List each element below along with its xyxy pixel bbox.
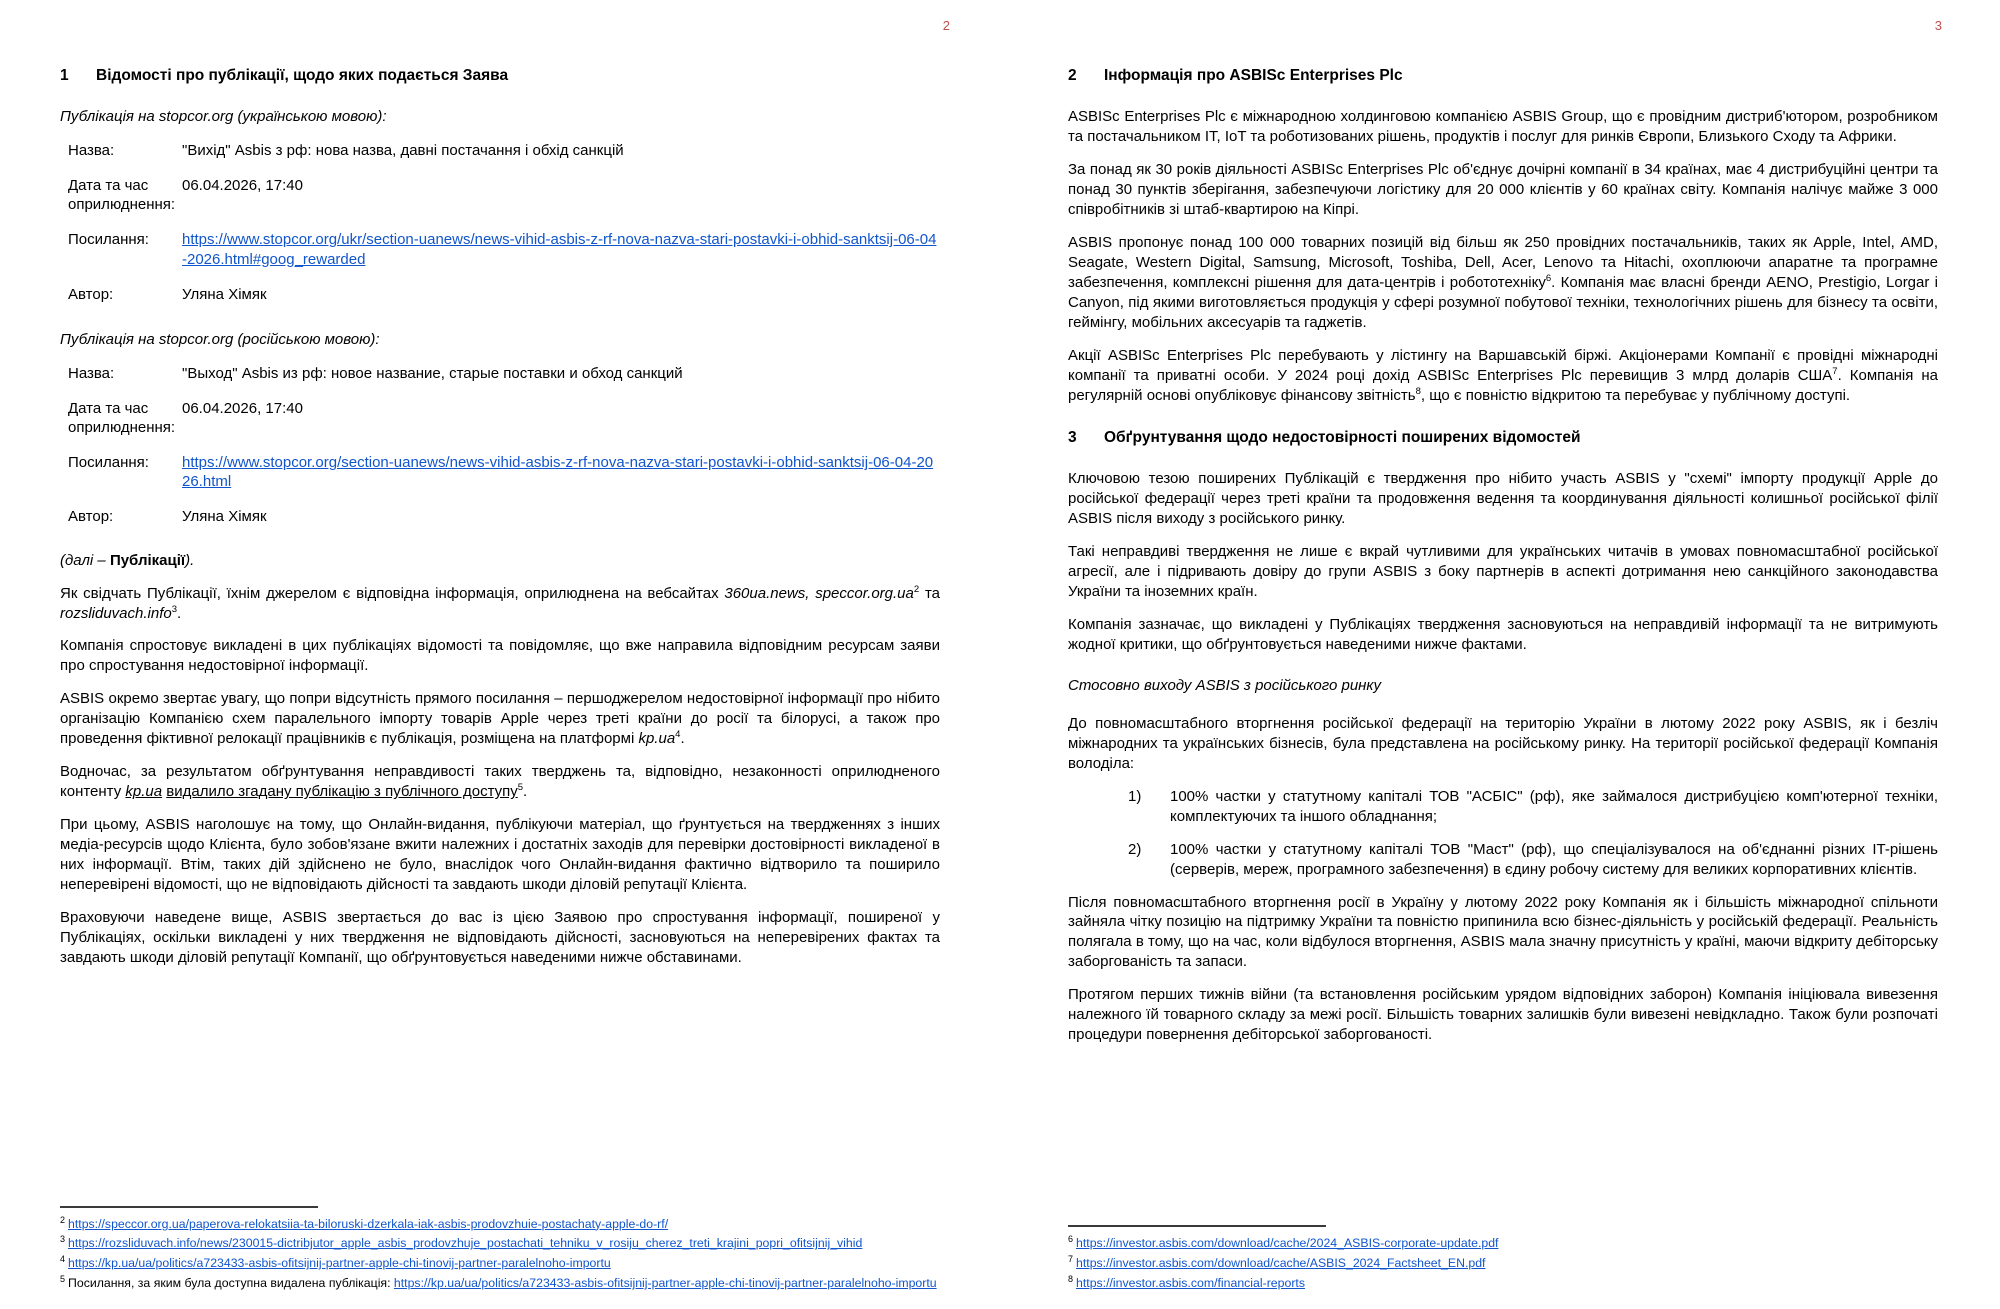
p-false-claims xyxy=(1068,542,1938,602)
footnote xyxy=(60,1235,940,1252)
pub-ru-link-row xyxy=(60,453,940,491)
footnotes-right xyxy=(1068,1225,1938,1295)
exit-intro-paragraphs xyxy=(1068,714,1938,774)
section-title: Інформація про ASBISc Enterprises Plc xyxy=(1104,67,1403,84)
text-run: та xyxy=(919,584,940,602)
p-shares xyxy=(1068,346,1938,406)
section-title: Відомості про публікації, щодо яких подається Заява xyxy=(96,67,509,84)
text-run: При цьому, ASBIS наголошує на тому, що Онлайн-видання, публікуючи матеріал, що ґрунтується на твердженнях з інших медіа-ресурсів щодо Клієнта, було зобов'язане вжити належних і достатніх заходів для перевірки достовірності викладеної в них інформації. Втім, таких дій здійснено не було, внаслідок чого Онлайн-видання фактично відтворило та поширило неперевірені відомості, що не відповідають дійсності та завдають шкоди діловій репутації Клієнта. xyxy=(60,816,940,893)
pub-ua-author-label: Автор: xyxy=(68,285,114,303)
footnote-marker: 5 xyxy=(60,1274,66,1285)
footnote-marker: 7 xyxy=(1068,1254,1074,1265)
pub-ru-author-label: Автор: xyxy=(68,508,114,526)
pub-ua-author-row xyxy=(60,285,940,304)
pub-ru-name-label: Назва: xyxy=(68,364,115,382)
footnote xyxy=(60,1255,940,1272)
pub-ua-author-value: Уляна Хімяк xyxy=(182,285,267,303)
pub-ua-date-label: Дата та час оприлюднення: xyxy=(68,177,176,214)
pub-ru-author-row xyxy=(60,507,940,526)
footnote xyxy=(60,1216,940,1233)
section-heading-3 xyxy=(1068,428,1938,447)
pub-ua-date-value: 06.04.2026, 17:40 xyxy=(182,177,303,195)
p-products xyxy=(1068,233,1938,333)
footnote-link[interactable]: https://speccor.org.ua/paperova-relokatsiia-ta-biloruski-dzerkala-iak-asbis-prodovzhuie-postachaty-apple-do-rf/ xyxy=(68,1216,669,1231)
footnote-link[interactable]: https://kp.ua/ua/politics/a723433-asbis-ofitsijnij-partner-apple-chi-tinovij-partner-paralelnoho-importu xyxy=(68,1256,611,1271)
pub-ru-link-value[interactable] xyxy=(182,453,940,491)
text-run: ASBIS пропонує понад 100 000 товарних позицій від більш як 250 провідних постачальників, таких як Apple, Intel, AMD, Seagate, Western Digital, Samsung, Microsoft, Toshiba, Dell, Acer, Lenovo та Hitachi, охоплюючи апаратне та програмне забезпечення, комплексні рішення для дата-центрів і робототехніку xyxy=(1068,234,1938,291)
p-kpua-removed xyxy=(60,762,940,802)
text-run: 3 xyxy=(171,603,178,615)
pub-ua-date-row xyxy=(60,176,940,214)
pub-ua-link-label: Посилання: xyxy=(68,231,149,249)
pub-ua-link-value[interactable] xyxy=(182,230,940,268)
text-run: видалило згадану публікацію з публічного доступу xyxy=(166,783,518,801)
section3-paragraphs xyxy=(1068,469,1938,655)
pub-ru-name-row xyxy=(60,364,940,383)
text-run: kp.ua xyxy=(638,730,676,748)
pub-ru-date-label: Дата та час оприлюднення: xyxy=(68,399,176,436)
pub-ua-name-label: Назва: xyxy=(68,141,115,159)
pub-ru-link[interactable]: https://www.stopcor.org/section-uanews/news-vihid-asbis-z-rf-nova-nazva-stari-postavki-i-obhid-sanktsij-06-04-2026.html xyxy=(182,454,934,491)
section-number: 2 xyxy=(1068,67,1077,84)
page-left-content xyxy=(60,66,940,981)
footnote-list-right xyxy=(1068,1235,1938,1292)
p-conclusion xyxy=(60,908,940,968)
publication-ru-subheading: Публікація на stopcor.org (російською мовою): xyxy=(60,331,380,348)
section-heading-2 xyxy=(1068,66,1938,85)
text-run: 360ua.news, speccor.org.ua xyxy=(724,584,914,602)
p-30years xyxy=(1068,160,1938,220)
p-before-invasion xyxy=(1068,714,1938,774)
footnote-link[interactable]: https://investor.asbis.com/download/cache/2024_ASBIS-corporate-update.pdf xyxy=(1076,1236,1499,1251)
text-run: Компанія спростовує викладені в цих публікаціях відомості та повідомляє, що вже направила відповідним ресурсам заяви про спростування недостовірної інформації. xyxy=(60,637,940,675)
list-item: 100% частки у статутному капіталі ТОВ "Маст" (рф), що спеціалізувалося на об'єднанні різних IT-рішень (серверів, мереж, програмного забезпечення) в єдину робочу систему для великих корпоративних клієнтів. xyxy=(1170,840,1938,878)
footnote-marker: 6 xyxy=(1068,1234,1074,1245)
publication-ua-subheading: Публікація на stopcor.org (українською мовою): xyxy=(60,108,387,126)
dali-suffix: ). xyxy=(185,551,195,569)
text-run: kp.ua xyxy=(125,783,163,801)
text-run: Акції ASBISc Enterprises Plc перебувають у лістингу на Варшавській біржі. Акціонерами Компанії є провідні міжнародні компанії та приватні особи. У 2024 році дохід ASBISc Enterprises Plc перевищив 3 млрд доларів США xyxy=(1068,346,1938,384)
page-right xyxy=(1000,0,2000,1309)
text-run: ASBISc Enterprises Plc є міжнародною холдинговою компанією ASBIS Group, що є провідним дистриб'ютором, розробником та постачальником IT, IoT та роботизованих рішень, продуктів і послуг для ринків Європи, Близького Сходу та Африки. xyxy=(1068,108,1938,146)
p-online-media xyxy=(60,815,940,895)
footnote-list-left xyxy=(60,1216,940,1292)
page-number-right: 3 xyxy=(1934,18,1942,33)
p-first-weeks xyxy=(1068,985,1938,1045)
text-run: rozsliduvach.info xyxy=(60,604,172,622)
section-number: 1 xyxy=(60,67,69,84)
text-run: , що є повністю відкритою та перебуває у публічному доступі. xyxy=(1420,386,1851,404)
text-run: Ключовою тезою поширених Публікацій є твердження про нібито участь ASBIS у "схемі" імпорту продукції Apple до російської федерації через треті країни та продовження ведення та координування діяльності колишньої російської філії ASBIS після виходу з російського ринку. xyxy=(1068,469,1938,527)
section-heading-1 xyxy=(60,66,940,85)
dali-publications-note xyxy=(60,551,940,571)
text-run: ASBIS окремо звертає увагу, що попри відсутність прямого посилання – першоджерелом недостовірної інформації про нібито організацію Компанією схем паралельного імпорту товарів Apple через треті країни до росії та білорусі, а також про проведення фіктивної релокації працівників є публікація, розміщена на платформі xyxy=(60,690,940,748)
text-run: 2 xyxy=(913,583,920,595)
pub-ru-link-label: Посилання: xyxy=(68,454,149,472)
list-item: 100% частки у статутному капіталі ТОВ "АСБІС" (рф), яке займалося дистрибуцією комп'ютерної техніки, комплектуючих та іншого обладнання; xyxy=(1170,787,1938,825)
text-run: Враховуючи наведене вище, ASBIS звертається до вас із цією Заявою про спростування інформації, поширеної у Публікаціях, оскільки викладені у них твердження не відповідають дійсності, засновуються на неперевірених фактах та завдають шкоди діловій репутації Компанії, що обґрунтовується наведеними нижче обставинами. xyxy=(60,908,940,966)
footnote xyxy=(1068,1235,1938,1252)
ownership-list xyxy=(1068,787,1938,880)
footnote-marker: 8 xyxy=(1068,1274,1074,1285)
section-number: 3 xyxy=(1068,428,1077,446)
footnotes-left xyxy=(60,1206,940,1295)
text-run: 6 xyxy=(1545,272,1552,284)
p-after-invasion xyxy=(1068,893,1938,973)
pub-ua-name-row xyxy=(60,141,940,160)
text-run: Водночас, за результатом обґрунтування неправдивості таких тверджень та, відповідно, незаконності оприлюдненого контенту xyxy=(60,763,940,801)
footnote xyxy=(1068,1255,1938,1272)
p-refute xyxy=(60,636,940,676)
text-run: 4 xyxy=(675,729,681,741)
pub-ru-author-value: Уляна Хімяк xyxy=(182,508,267,526)
text-run: Такі неправдиві твердження не лише є вкрай чутливими для українських читачів в умовах повномасштабної російської агресії, але і підривають довіру до групи ASBIS з боку партнерів в аспекті дотримання нею санкційного законодавства України та іноземних країн. xyxy=(1068,542,1938,600)
pub-ru-date-row xyxy=(60,399,940,437)
footnote-separator xyxy=(1068,1225,1326,1227)
p-sources xyxy=(60,584,940,624)
p-company-notes xyxy=(1068,615,1938,655)
footnote-separator xyxy=(60,1206,318,1208)
subheading-exit-russia: Стосовно виходу ASBIS з російського ринку xyxy=(1068,677,1382,695)
footnote-marker: 2 xyxy=(60,1214,66,1225)
p-asbis-attention xyxy=(60,689,940,749)
footnote-link[interactable]: https://investor.asbis.com/financial-reports xyxy=(1076,1276,1305,1291)
text-run: Компанія зазначає, що викладені у Публікаціях твердження засновуються на неправдивій інформації та не витримують жодної критики, що обґрунтовується наведеними нижче фактами. xyxy=(1068,615,1938,653)
exit-after-paragraphs xyxy=(1068,893,1938,1046)
text-run: 8 xyxy=(1415,385,1421,397)
footnote-marker: 4 xyxy=(60,1254,66,1265)
dali-term: Публікації xyxy=(109,551,186,569)
pub-ru-date-value: 06.04.2026, 17:40 xyxy=(182,399,303,417)
left-body-paragraphs xyxy=(60,584,940,968)
pub-ua-link-row xyxy=(60,230,940,268)
text-run: . xyxy=(680,730,685,748)
section-title: Обґрунтування щодо недостовірності поширених відомостей xyxy=(1104,428,1581,446)
text-run: 5 xyxy=(517,782,524,794)
text-run: До повномасштабного вторгнення російської федерації на територію України в лютому 2022 року ASBIS, як і безліч міжнародних та українських бізнесів, була представлена на російському ринку. На території російської федерації Компанія володіла: xyxy=(1068,714,1938,772)
footnote xyxy=(60,1275,940,1292)
p-holding xyxy=(1068,107,1938,147)
text-run: . xyxy=(523,783,528,801)
text-run: За понад як 30 років діяльності ASBISc Enterprises Plc об'єднує дочірні компанії в 34 країнах, має 4 дистрибуційні центри та понад 30 пунктів зберігання, забезпечуючи логістику для 20 000 клієнтів у 60 країнах світу. Компанія налічує майже 3 000 співробітників зі штаб-квартирою на Кіпрі. xyxy=(1068,161,1938,219)
footnote xyxy=(1068,1275,1938,1292)
pub-ua-name-value: "Вихід" Asbis з рф: нова назва, давні постачання і обхід санкцій xyxy=(182,141,624,159)
text-run: Після повномасштабного вторгнення росії в Україну у лютому 2022 року Компанія як і більшість міжнародної спільноти зайняла чітку позицію на підтримку України та повністю припинила всю бізнес-діяльність у російській федерації. Реальність полягала в тому, що на час, коли відбулося вторгнення, ASBIS мала значну присутність у країні, маючи відкриту дебіторську заборгованість та запаси. xyxy=(1068,893,1938,971)
text-run: Протягом перших тижнів війни (та встановлення російським урядом відповідних заборон) Компанія ініціювала вивезення належного їй товарного складу за межі росії. Більшість товарних залишків були вивезені невідкладно. Також були розпочаті процедури повернення дебіторської заборгованості. xyxy=(1068,986,1938,1044)
dali-prefix: (далі – xyxy=(60,551,110,569)
p-key-thesis xyxy=(1068,469,1938,529)
text-run: Як свідчать Публікації, їхнім джерелом є відповідна інформація, оприлюднена на вебсайтах xyxy=(60,584,725,602)
footnote-link[interactable]: https://kp.ua/ua/politics/a723433-asbis-ofitsijnij-partner-apple-chi-tinovij-partner-paralelnoho-importu xyxy=(393,1276,937,1291)
text-run: . Компанія на регулярній основі опубліковує фінансову звітність xyxy=(1068,366,1938,404)
footnote-marker: 3 xyxy=(60,1234,66,1245)
footnote-text: Посилання, за яким була доступна видалена публікація: xyxy=(68,1276,394,1291)
footnote-link[interactable]: https://investor.asbis.com/download/cache/ASBIS_2024_Factsheet_EN.pdf xyxy=(1076,1256,1486,1271)
page-number-left: 2 xyxy=(942,18,950,33)
text-run: . Компанія має власні бренди AENO, Prestigio, Lorgar і Canyon, під якими виготовляється продукція у сфері розумної побутової техніки, технологічних рішень для бізнесу та освіти, геймінгу, мобільних аксесуарів та гаджетів. xyxy=(1068,273,1938,331)
page-right-content xyxy=(1068,66,1938,1058)
footnote-link[interactable]: https://rozsliduvach.info/news/230015-dictribjutor_apple_asbis_prodovzhuje_postachati_tehniku_v_rosiju_cherez_treti_krajini_popri_ofitsijnij_vihid xyxy=(68,1236,863,1251)
text-run: . xyxy=(177,604,182,622)
section2-paragraphs xyxy=(1068,107,1938,405)
pub-ru-name-value: "Выход" Asbis из рф: новое название, старые поставки и обход санкций xyxy=(182,364,683,382)
pub-ua-link[interactable]: https://www.stopcor.org/ukr/section-uanews/news-vihid-asbis-z-rf-nova-nazva-stari-postavki-i-obhid-sanktsij-06-04-2026.html#goog_rewarded xyxy=(182,231,937,268)
text-run: 7 xyxy=(1832,365,1838,377)
